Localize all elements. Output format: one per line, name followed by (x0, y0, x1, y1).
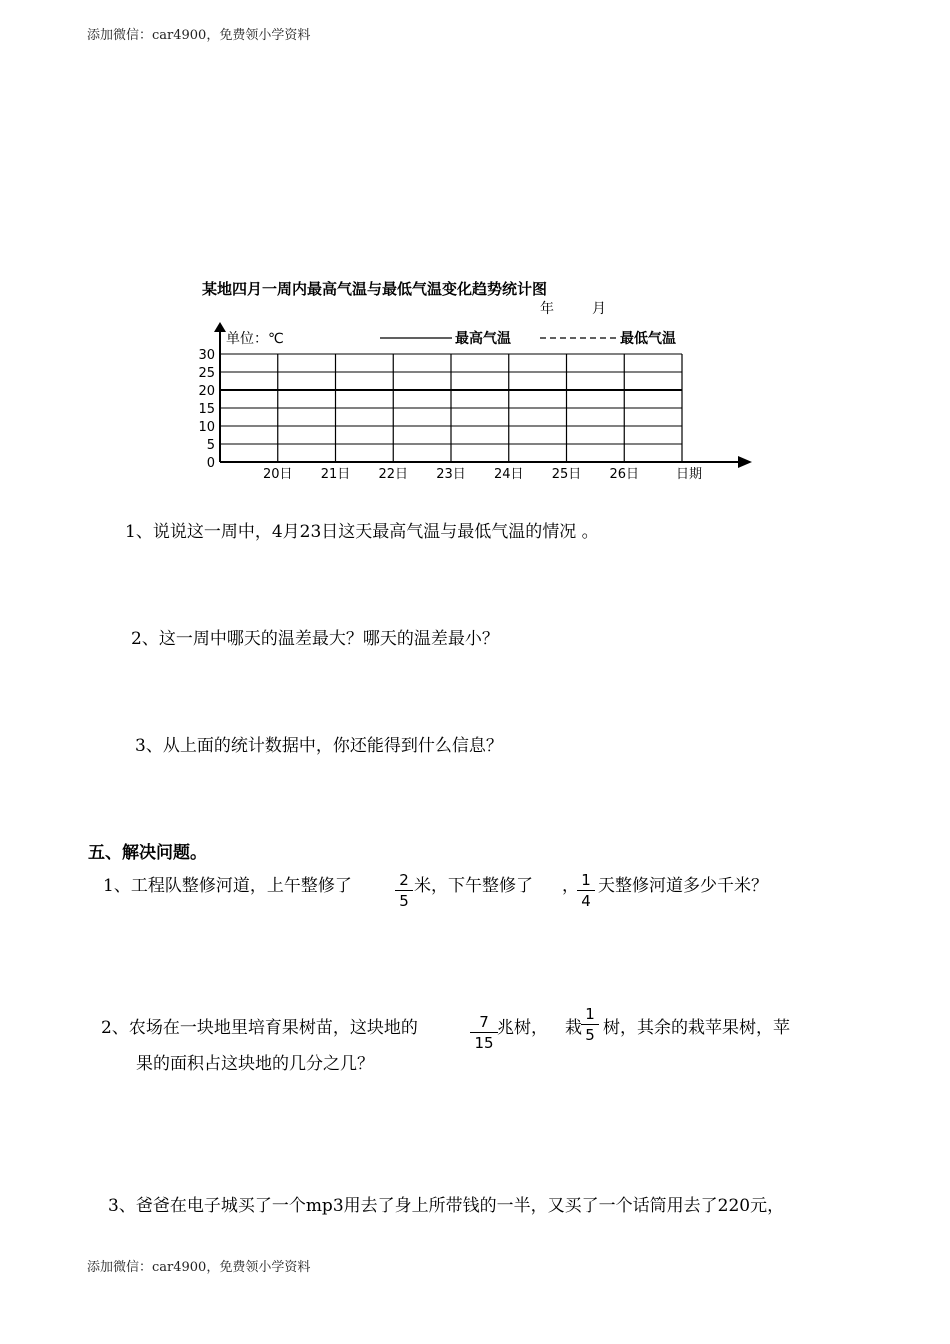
problem-1-fraction-b (577, 871, 595, 910)
question-1-1: 1、说说这一周中，4月23日这天最高气温与最低气温的情况 。 (125, 522, 599, 542)
problem-3-text: 3、爸爸在电子城买了一个mp3用去了身上所带钱的一半，又买了一个话筒用去了220元， (108, 1196, 785, 1216)
x-tick-label: 23日 (436, 467, 466, 482)
x-tick-label: 21日 (320, 467, 351, 482)
problem-2-fraction-a (470, 1013, 498, 1052)
fraction-denominator: 5 (585, 1026, 595, 1044)
chart-grid (220, 354, 682, 462)
legend-min-temp: 最低气温 (620, 331, 676, 347)
chart-x-ticks (263, 467, 639, 482)
x-tick-label: 20日 (262, 467, 293, 482)
x-tick-label: 24日 (493, 467, 524, 482)
fraction-denominator: 4 (581, 892, 591, 910)
chart-month-label: 月 (592, 301, 606, 317)
y-tick-label: 30 (198, 348, 215, 363)
page-header: 添加微信：car4900，免费领小学资料 (87, 28, 311, 43)
fraction-bar (395, 890, 413, 891)
chart-title: 某地四月一周内最高气温与最低气温变化趋势统计图 (202, 280, 548, 298)
problem-2-line2: 果的面积占这块地的几分之几？ (136, 1054, 374, 1074)
problem-2-part1: 2、农场在一块地里培育果树苗，这块地的 (101, 1018, 418, 1038)
fraction-denominator: 15 (474, 1034, 494, 1052)
y-tick-label: 5 (206, 438, 215, 453)
chart-unit-label: 单位：℃ (226, 331, 284, 347)
problem-1-part1: 1、工程队整修河道，上午整修了 (103, 876, 352, 896)
problem-1-part4: 天整修河道多少千米？ (598, 876, 768, 896)
x-tick-label: 26日 (609, 467, 640, 482)
x-tick-label: 22日 (378, 467, 409, 482)
fraction-denominator: 5 (399, 892, 409, 910)
fraction-numerator: 2 (399, 871, 409, 889)
y-tick-label: 25 (198, 366, 215, 381)
chart-year-label: 年 (540, 301, 554, 317)
y-tick-label: 20 (198, 384, 215, 399)
legend-max-temp: 最高气温 (455, 331, 511, 347)
question-1-3: 3、从上面的统计数据中，你还能得到什么信息？ (135, 736, 503, 756)
chart-y-ticks (198, 348, 215, 471)
fraction-bar (470, 1032, 498, 1033)
problem-1-part2: 米，下午整修了 (414, 876, 533, 896)
fraction-bar (577, 890, 595, 891)
y-tick-label: 10 (198, 420, 215, 435)
problem-2-part4: 树，其余的栽苹果树，苹 (603, 1018, 790, 1038)
fraction-numerator: 1 (585, 1005, 595, 1023)
x-tick-label: 25日 (551, 467, 582, 482)
problem-2-part2: 兆树， (497, 1018, 548, 1038)
temperature-chart (0, 0, 950, 520)
page-footer: 添加微信：car4900，免费领小学资料 (87, 1260, 311, 1275)
problem-1-part3: ， (562, 876, 579, 896)
fraction-numerator: 7 (479, 1013, 489, 1031)
problem-2-part3: 栽 (565, 1018, 582, 1038)
question-1-2: 2、这一周中哪天的温差最大？哪天的温差最小？ (131, 629, 499, 649)
section-5-title: 五、解决问题。 (88, 843, 207, 863)
fraction-numerator: 1 (581, 871, 591, 889)
problem-2-fraction-b (581, 1005, 599, 1044)
y-tick-label: 0 (206, 456, 215, 471)
fraction-bar (581, 1024, 599, 1025)
problem-1-fraction-a (395, 871, 413, 910)
x-axis-label: 日期 (676, 467, 703, 482)
y-tick-label: 15 (198, 402, 215, 417)
y-axis-arrow (214, 322, 226, 332)
x-axis-arrow (738, 456, 752, 468)
